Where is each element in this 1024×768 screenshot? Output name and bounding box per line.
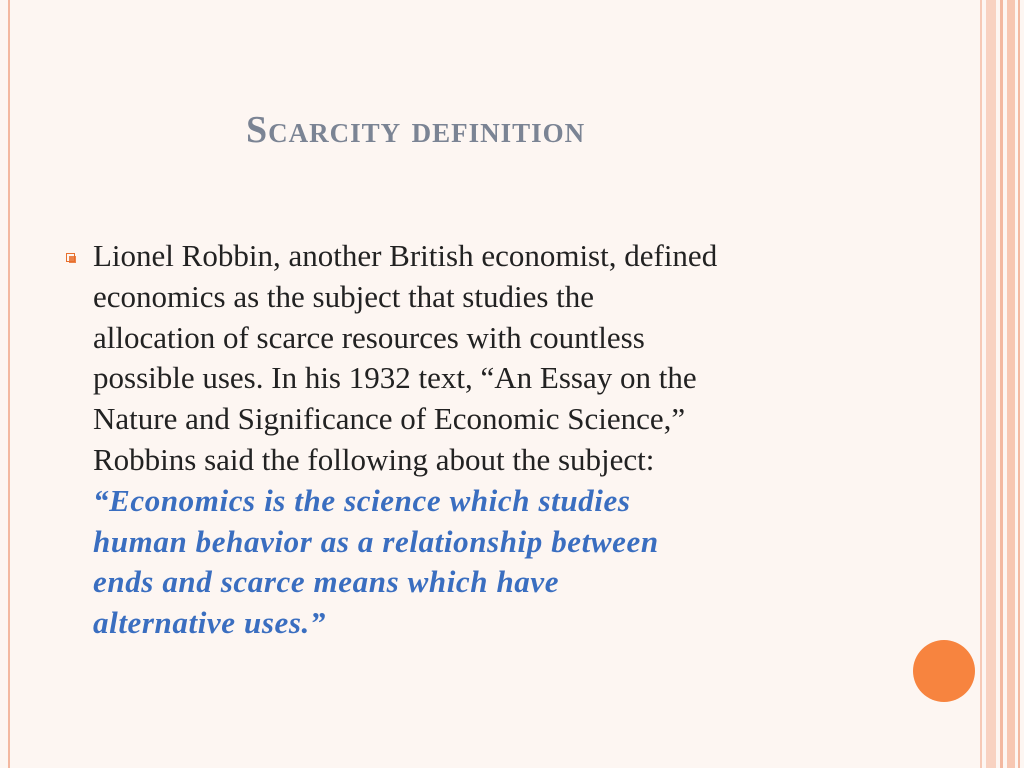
right-stripe-5 — [1018, 0, 1020, 768]
right-border-stripes — [980, 0, 1024, 768]
right-stripe-2 — [986, 0, 996, 768]
quote-line: “Economics is the science which studies — [93, 482, 631, 518]
body-line: economics as the subject that studies the — [93, 278, 595, 314]
quote-line: human behavior as a relationship between — [93, 523, 659, 559]
orange-circle-decoration — [913, 640, 975, 702]
right-stripe-3 — [1000, 0, 1003, 768]
body-line: Robbins said the following about the subject: — [93, 441, 655, 477]
quote-line: ends and scarce means which have — [93, 564, 560, 600]
body-line: allocation of scarce resources with countless — [93, 319, 645, 355]
body-line: Nature and Significance of Economic Science,” — [93, 401, 686, 437]
right-stripe-4 — [1007, 0, 1015, 768]
bullet-paragraph — [93, 236, 893, 644]
right-stripe-1 — [980, 0, 982, 768]
square-bullet-icon — [66, 253, 75, 262]
slide-title: Scarcity definition — [246, 109, 586, 151]
body-line: Lionel Robbin, another British economist, defined — [93, 238, 718, 273]
body-line: possible uses. In his 1932 text, “An Essay on the — [93, 360, 697, 396]
quote-line: alternative uses.” — [93, 605, 326, 641]
left-border-line — [8, 0, 10, 768]
